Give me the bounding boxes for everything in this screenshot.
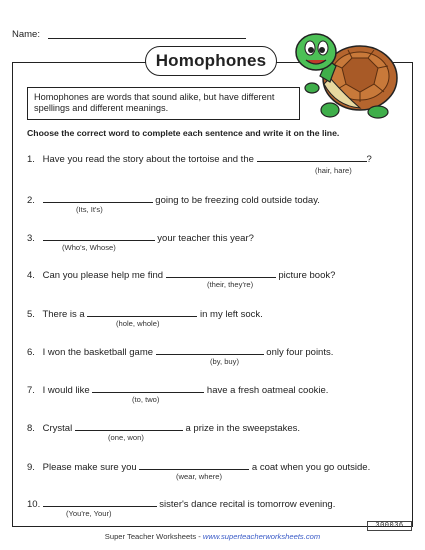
- word-choices: (one, won): [108, 433, 144, 442]
- question-text-after: have a fresh oatmeal cookie.: [206, 385, 329, 396]
- answer-blank[interactable]: [75, 421, 183, 431]
- answer-blank[interactable]: [257, 152, 367, 162]
- answer-blank[interactable]: [139, 460, 249, 470]
- question-number: 7.: [27, 385, 35, 396]
- word-choices: (hole, whole): [116, 319, 160, 328]
- question-text-after: ?: [366, 154, 372, 165]
- question-text-after: picture book?: [278, 270, 336, 281]
- word-choices: (You're, Your): [66, 509, 112, 518]
- footer-link[interactable]: www.superteacherworksheets.com: [202, 532, 321, 541]
- question-1: [27, 152, 372, 165]
- footer-text: Super Teacher Worksheets -: [104, 532, 203, 541]
- question-text-after: only four points.: [266, 347, 334, 358]
- question-text-before: Can you please help me find: [42, 270, 164, 281]
- word-choices: (hair, hare): [315, 166, 352, 175]
- name-label: Name:: [12, 29, 40, 40]
- question-4: [27, 268, 335, 281]
- question-text-before: I would like: [42, 385, 90, 396]
- question-number: 6.: [27, 347, 35, 358]
- question-7: [27, 383, 328, 396]
- question-text-before: I won the basketball game: [42, 347, 154, 358]
- question-text-after: going to be freezing cold outside today.: [155, 195, 320, 206]
- question-number: 1.: [27, 154, 35, 165]
- answer-blank[interactable]: [166, 268, 276, 278]
- word-choices: (Who's, Whose): [62, 243, 116, 252]
- name-line[interactable]: [48, 38, 246, 39]
- turtle-illustration: [290, 26, 400, 122]
- page-title: Homophones: [145, 46, 277, 76]
- question-number: 9.: [27, 462, 35, 473]
- worksheet-code: 300036: [367, 521, 412, 531]
- question-text-before: Have you read the story about the tortoise and the: [42, 154, 254, 165]
- word-choices: (by, buy): [210, 357, 239, 366]
- definition-box: Homophones are words that sound alike, but have different spellings and different meanings.: [27, 87, 300, 120]
- question-text-after: a coat when you go outside.: [251, 462, 371, 473]
- question-number: 3.: [27, 233, 35, 244]
- question-number: 10.: [27, 499, 41, 510]
- answer-blank[interactable]: [43, 231, 155, 241]
- question-number: 8.: [27, 423, 35, 434]
- answer-blank[interactable]: [156, 345, 264, 355]
- word-choices: (wear, where): [176, 472, 222, 481]
- word-choices: (their, they're): [207, 280, 254, 289]
- instructions: Choose the correct word to complete each sentence and write it on the line.: [27, 128, 340, 138]
- question-text-after: sister's dance recital is tomorrow evening.: [159, 499, 336, 510]
- question-text-before: Crystal: [42, 423, 73, 434]
- footer: [0, 532, 425, 541]
- question-text-after: your teacher this year?: [157, 233, 254, 244]
- question-2: [27, 193, 320, 206]
- question-text-after: in my left sock.: [200, 309, 263, 320]
- answer-blank[interactable]: [92, 383, 204, 393]
- question-number: 2.: [27, 195, 35, 206]
- answer-blank[interactable]: [87, 307, 197, 317]
- question-number: 4.: [27, 270, 35, 281]
- answer-blank[interactable]: [43, 497, 157, 507]
- answer-blank[interactable]: [43, 193, 153, 203]
- question-text-before: There is a: [42, 309, 85, 320]
- question-number: 5.: [27, 309, 35, 320]
- question-text-before: Please make sure you: [42, 462, 137, 473]
- question-6: [27, 345, 333, 358]
- word-choices: (Its, It's): [76, 205, 103, 214]
- question-text-after: a prize in the sweepstakes.: [185, 423, 301, 434]
- word-choices: (to, two): [132, 395, 160, 404]
- question-8: [27, 421, 300, 434]
